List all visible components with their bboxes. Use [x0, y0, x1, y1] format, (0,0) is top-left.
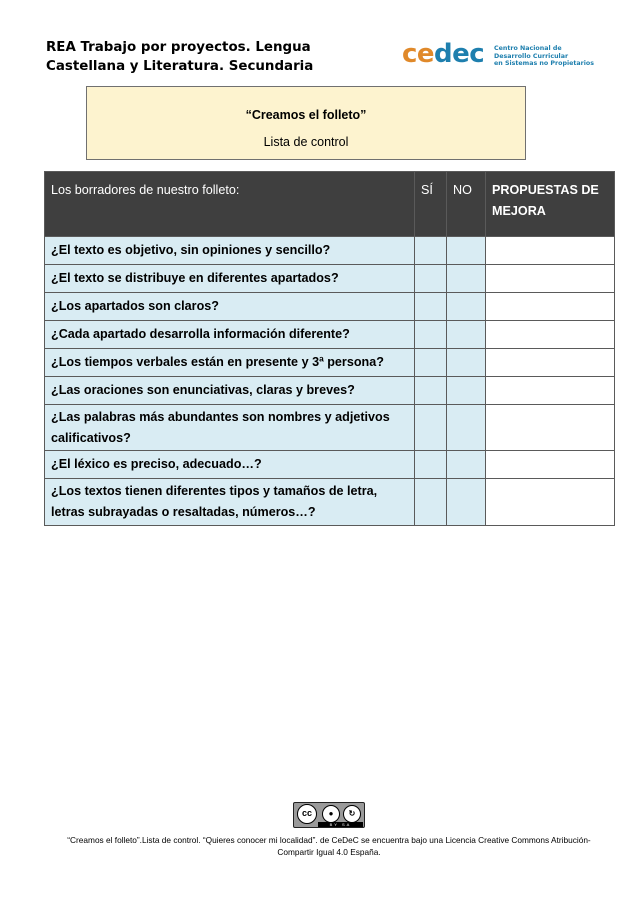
checklist-question: ¿Los apartados son claros? — [45, 293, 415, 321]
yes-cell[interactable] — [415, 377, 447, 405]
license-text-line-1: “Creamos el folleto”.Lista de control. “Quieres conocer mi localidad”. de CeDeC se encuentra bajo una Licencia Creative Commons Atribución- — [67, 835, 591, 845]
cc-icon: cc — [297, 804, 317, 824]
yes-cell[interactable] — [415, 237, 447, 265]
attribution-icon: ● — [322, 805, 340, 823]
cedec-logo-dec: dec — [434, 39, 485, 69]
title-box — [86, 86, 526, 160]
cedec-logo-subtitle — [494, 45, 594, 68]
cedec-logo — [402, 39, 594, 72]
license-footer-text — [44, 834, 614, 858]
header-yes: SÍ — [415, 172, 447, 237]
document-title — [46, 38, 346, 76]
checklist-question: ¿Las palabras más abundantes son nombres y adjetivos calificativos? — [45, 405, 415, 451]
yes-cell[interactable] — [415, 265, 447, 293]
checklist-body — [45, 237, 615, 526]
header-proposals: PROPUESTAS DE MEJORA — [486, 172, 615, 237]
yes-cell[interactable] — [415, 479, 447, 526]
proposal-cell[interactable] — [486, 451, 615, 479]
document-title-line-2: Castellana y Literatura. Secundaria — [46, 59, 314, 74]
checklist-table — [44, 171, 615, 526]
no-cell[interactable] — [447, 451, 486, 479]
no-cell[interactable] — [447, 377, 486, 405]
cc-badge-strip — [318, 822, 363, 827]
no-cell[interactable] — [447, 479, 486, 526]
yes-cell[interactable] — [415, 293, 447, 321]
checklist-question: ¿El léxico es preciso, adecuado…? — [45, 451, 415, 479]
cedec-logo-sub-line-2: Desarrollo Curricular — [494, 52, 569, 60]
proposal-cell[interactable] — [486, 265, 615, 293]
checklist-row — [45, 377, 615, 405]
proposal-cell[interactable] — [486, 349, 615, 377]
no-cell[interactable] — [447, 321, 486, 349]
checklist-row — [45, 321, 615, 349]
checklist-row — [45, 405, 615, 451]
license-text-line-2: Compartir Igual 4.0 España. — [277, 847, 381, 857]
cc-by-sa-license-badge — [293, 802, 365, 828]
no-cell[interactable] — [447, 237, 486, 265]
cedec-logo-wordmark — [402, 39, 484, 69]
checklist-row — [45, 479, 615, 526]
proposal-cell[interactable] — [486, 405, 615, 451]
proposal-cell[interactable] — [486, 479, 615, 526]
checklist-question: ¿Los tiempos verbales están en presente y 3ª persona? — [45, 349, 415, 377]
proposal-cell[interactable] — [486, 377, 615, 405]
checklist-row — [45, 237, 615, 265]
checklist-row — [45, 349, 615, 377]
cedec-logo-ce: ce — [402, 39, 435, 69]
title-box-main: “Creamos el folleto” — [245, 108, 367, 122]
checklist-row — [45, 451, 615, 479]
checklist-row — [45, 265, 615, 293]
checklist-question: ¿Los textos tienen diferentes tipos y tamaños de letra, letras subrayadas o resaltadas, números…? — [45, 479, 415, 526]
footer — [44, 802, 614, 858]
cc-sa-label: SA — [342, 822, 352, 827]
no-cell[interactable] — [447, 405, 486, 451]
checklist-question: ¿Cada apartado desarrolla información diferente? — [45, 321, 415, 349]
cedec-logo-sub-line-1: Centro Nacional de — [494, 45, 562, 52]
proposal-cell[interactable] — [486, 293, 615, 321]
checklist-header-row — [45, 172, 615, 237]
no-cell[interactable] — [447, 293, 486, 321]
yes-cell[interactable] — [415, 405, 447, 451]
title-box-subtitle: Lista de control — [263, 135, 349, 149]
checklist-question: ¿Las oraciones son enunciativas, claras y breves? — [45, 377, 415, 405]
checklist-question: ¿El texto se distribuye en diferentes apartados? — [45, 265, 415, 293]
checklist-row — [45, 293, 615, 321]
yes-cell[interactable] — [415, 451, 447, 479]
proposal-cell[interactable] — [486, 321, 615, 349]
share-alike-icon: ↻ — [343, 805, 361, 823]
checklist-question: ¿El texto es objetivo, sin opiniones y sencillo? — [45, 237, 415, 265]
yes-cell[interactable] — [415, 321, 447, 349]
no-cell[interactable] — [447, 349, 486, 377]
cc-by-label: BY — [329, 822, 339, 827]
no-cell[interactable] — [447, 265, 486, 293]
yes-cell[interactable] — [415, 349, 447, 377]
header-question: Los borradores de nuestro folleto: — [45, 172, 415, 237]
proposal-cell[interactable] — [486, 237, 615, 265]
document-title-line-1: REA Trabajo por proyectos. Lengua — [46, 40, 311, 55]
header-no: NO — [447, 172, 486, 237]
page-header — [46, 38, 594, 78]
cedec-logo-sub-line-3: en Sistemas no Propietarios — [494, 60, 594, 68]
